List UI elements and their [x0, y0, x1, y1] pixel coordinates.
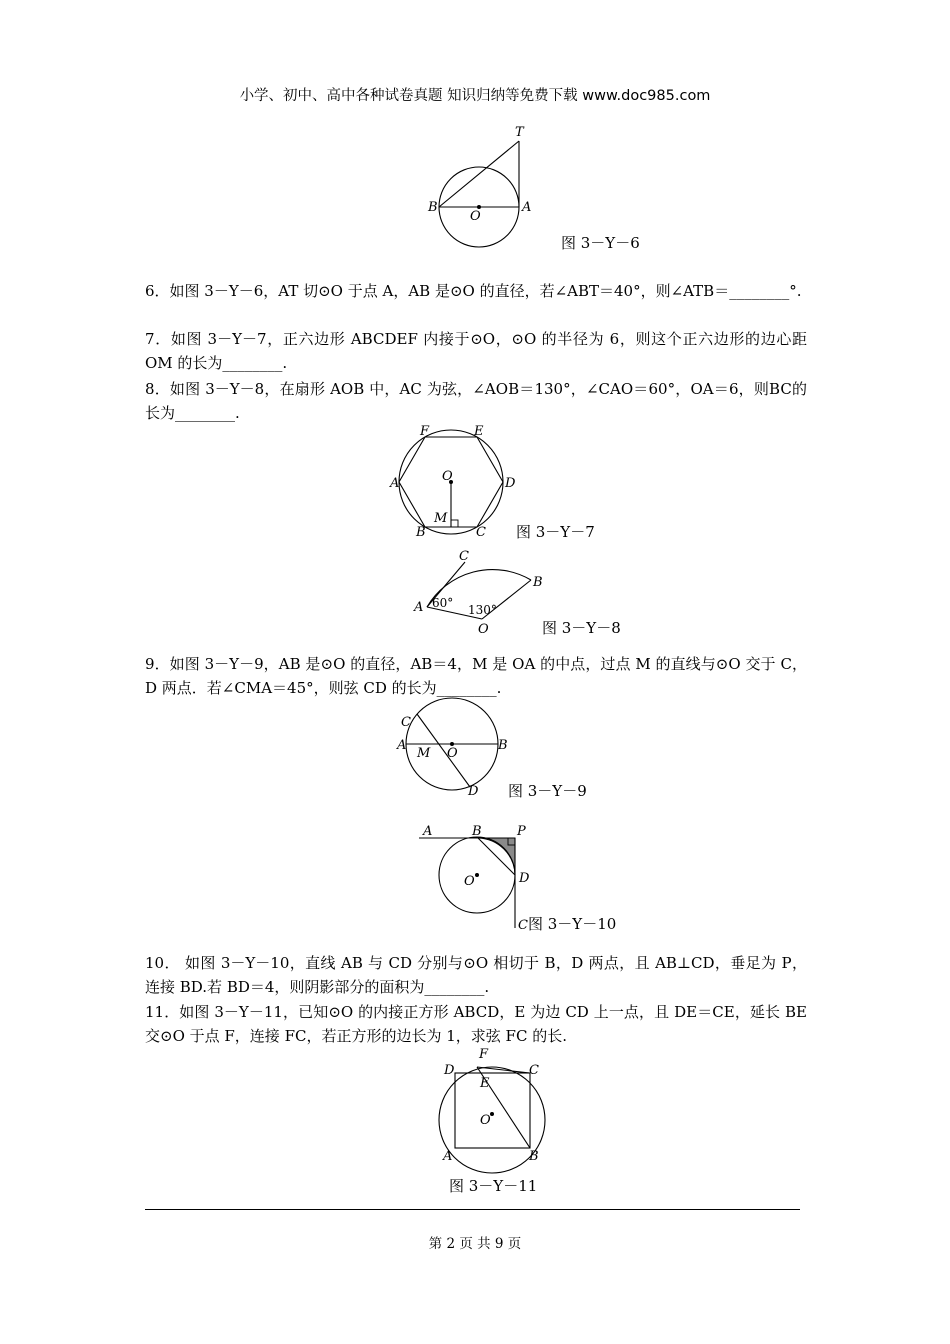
label-F: F: [479, 1047, 489, 1062]
caption-3-y-7: 图 3－Y－7: [516, 523, 595, 541]
figure-3-y-7: [390, 424, 610, 544]
figure-3-y-9-drawing: [395, 704, 605, 804]
label-O: O: [478, 622, 489, 637]
label-C: C: [401, 715, 411, 730]
label-D: D: [505, 476, 516, 491]
label-C: C: [518, 918, 528, 933]
question-11: 11．如图 3－Y－11，已知⊙O 的内接正方形 ABCD，E 为边 CD 上一点，且 DE＝CE，延长 BE 交⊙O 于点 F，连接 FC，若正方形的边长为 1，求弦 FC 的长.: [145, 1003, 807, 1045]
figure-3-y-11: [435, 1044, 565, 1194]
page-header: 小学、初中、高中各种试卷真题 知识归纳等免费下载 www.doc985.com: [239, 88, 711, 104]
label-P: P: [517, 824, 526, 839]
label-D: D: [519, 871, 530, 886]
label-B: B: [498, 738, 508, 753]
caption-3-y-10: 图 3－Y－10: [528, 915, 617, 933]
label-A: A: [414, 600, 424, 615]
label-O: O: [470, 209, 481, 224]
label-A: A: [397, 738, 407, 753]
label-F: F: [420, 424, 430, 439]
label-D: D: [444, 1063, 455, 1078]
label-B: B: [533, 575, 543, 590]
label-B: B: [416, 525, 426, 540]
angle-60: 60°: [432, 596, 454, 610]
page-number: 第 2 页 共 9 页: [428, 1236, 522, 1252]
question-6: 6．如图 3－Y－6，AT 切⊙O 于点 A，AB 是⊙O 的直径，若∠ABT＝40°，则∠ATB＝________°.: [145, 282, 802, 300]
caption-3-y-11: 图 3－Y－11: [449, 1177, 538, 1195]
caption-3-y-6: 图 3－Y－6: [561, 234, 640, 252]
label-M: M: [417, 746, 431, 761]
label-E: E: [480, 1076, 490, 1091]
label-C: C: [529, 1063, 539, 1078]
caption-3-y-8: 图 3－Y－8: [542, 619, 621, 637]
figure-3-y-7-drawing: [390, 424, 610, 544]
question-10: 10． 如图 3－Y－10，直线 AB 与 CD 分别与⊙O 相切于 B，D 两点，且 AB⊥CD，垂足为 P，连接 BD.若 BD＝4，则阴影部分的面积为________.: [145, 954, 807, 996]
label-O: O: [464, 874, 475, 889]
question-7: 7．如图 3－Y－7，正六边形 ABCDEF 内接于⊙O，⊙O 的半径为 6，则这个正六边形的边心距 OM 的长为________.: [145, 330, 807, 372]
label-O: O: [442, 469, 453, 484]
figure-3-y-9: [395, 704, 605, 804]
label-A: A: [423, 824, 433, 839]
label-D: D: [468, 784, 479, 799]
caption-3-y-9: 图 3－Y－9: [508, 782, 587, 800]
footer-divider: [145, 1209, 800, 1210]
figure-3-y-8-drawing: [410, 548, 640, 640]
question-8: 8．如图 3－Y－8，在扇形 AOB 中，AC 为弦，∠AOB＝130°，∠CAO＝60°，OA＝6，则BC的长为________.: [145, 380, 807, 422]
figure-3-y-6: [420, 124, 640, 254]
label-B: B: [428, 200, 438, 215]
label-C: C: [459, 549, 469, 564]
figure-3-y-11-drawing: [435, 1044, 565, 1194]
label-B: B: [472, 824, 482, 839]
label-M: M: [434, 511, 448, 526]
label-O: O: [480, 1113, 491, 1128]
label-C: C: [476, 525, 486, 540]
angle-130: 130°: [468, 603, 497, 617]
figure-3-y-8: [410, 548, 640, 640]
figure-3-y-6-drawing: [420, 124, 640, 254]
label-A: A: [390, 476, 400, 491]
question-9: 9．如图 3－Y－9，AB 是⊙O 的直径，AB＝4，M 是 OA 的中点，过点 M 的直线与⊙O 交于 C，D 两点．若∠CMA＝45°，则弦 CD 的长为________.: [145, 655, 807, 697]
figure-3-y-10-drawing: [415, 822, 645, 934]
label-O: O: [447, 746, 458, 761]
label-A: A: [522, 200, 532, 215]
label-T: T: [515, 125, 524, 140]
figure-3-y-10: [415, 822, 645, 934]
label-B: B: [529, 1149, 539, 1164]
label-A: A: [443, 1149, 453, 1164]
label-E: E: [474, 424, 484, 439]
